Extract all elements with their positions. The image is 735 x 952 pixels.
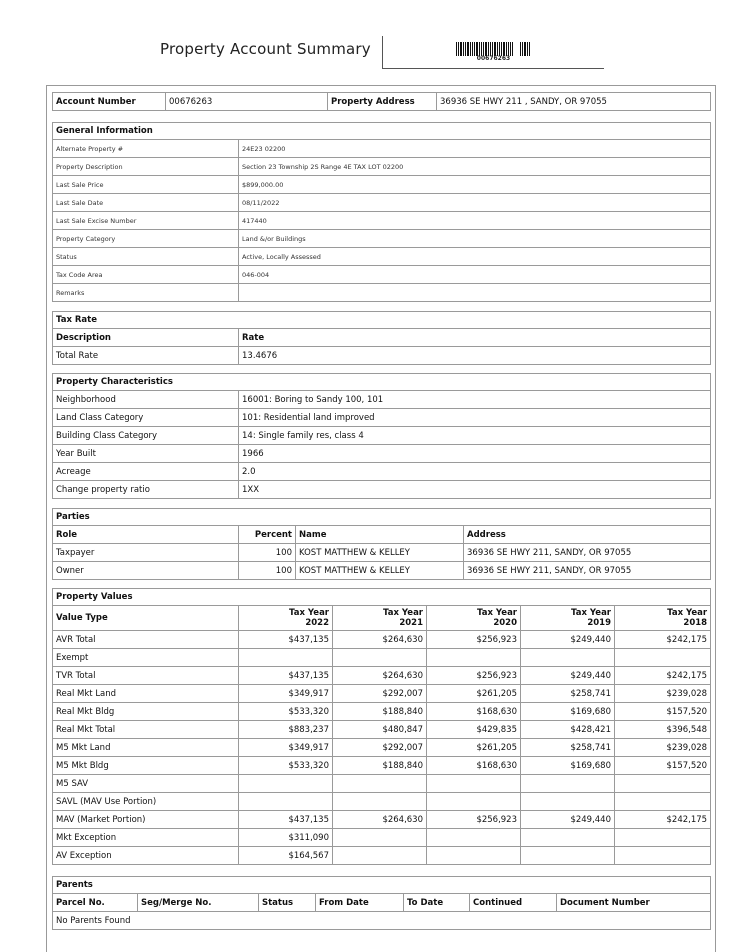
parents-column-header: From Date: [316, 894, 404, 912]
tax-year-header: [427, 606, 521, 631]
property-value-cell: [521, 829, 615, 847]
property-value-cell: $164,567: [239, 847, 333, 865]
header-divider-horizontal: [382, 68, 604, 69]
party-row: [53, 544, 711, 562]
party-role: Owner: [53, 562, 239, 580]
property-value-cell: [427, 829, 521, 847]
property-value-row: [53, 649, 711, 667]
tax-year-value: 2018: [683, 618, 708, 628]
property-value-type: Exempt: [53, 649, 239, 667]
property-value-cell: [521, 847, 615, 865]
property-values-title: Property Values: [53, 589, 711, 606]
general-information-title: General Information: [53, 123, 711, 140]
parents-table: [52, 876, 711, 930]
parents-column-header: Parcel No.: [53, 894, 138, 912]
property-value-cell: $533,320: [239, 703, 333, 721]
property-value-cell: $437,135: [239, 811, 333, 829]
tax-rate-description-header: Description: [53, 329, 239, 347]
property-value-cell: [239, 775, 333, 793]
party-row: [53, 562, 711, 580]
characteristic-label: Neighborhood: [53, 391, 239, 409]
property-value-row: [53, 847, 711, 865]
general-info-value: 046-004: [239, 266, 711, 284]
property-value-cell: [333, 829, 427, 847]
tax-year-label: Tax Year: [667, 608, 708, 618]
party-percent: 100: [239, 544, 296, 562]
property-value-cell: $261,205: [427, 685, 521, 703]
parents-column-header: Document Number: [557, 894, 711, 912]
party-percent: 100: [239, 562, 296, 580]
tax-rate-table: [52, 311, 711, 365]
property-value-cell: $242,175: [615, 811, 711, 829]
party-name: KOST MATTHEW & KELLEY: [296, 562, 464, 580]
property-value-cell: $429,835: [427, 721, 521, 739]
header-divider-vertical: [382, 36, 383, 68]
property-value-cell: $249,440: [521, 811, 615, 829]
parents-column-header: Seg/Merge No.: [138, 894, 259, 912]
property-value-cell: [333, 649, 427, 667]
property-value-cell: [615, 775, 711, 793]
parents-empty-text: No Parents Found: [53, 912, 711, 930]
general-information-table: [52, 122, 711, 302]
tax-year-header: [521, 606, 615, 631]
tax-year-label: Tax Year: [477, 608, 517, 618]
property-value-cell: $157,520: [615, 757, 711, 775]
property-value-type: AV Exception: [53, 847, 239, 865]
general-info-value: 24E23 02200: [239, 140, 711, 158]
account-number-value: 00676263: [166, 93, 328, 111]
property-value-cell: $249,440: [521, 667, 615, 685]
property-value-cell: $168,630: [427, 703, 521, 721]
general-info-label: Property Description: [53, 158, 239, 176]
property-address-value: 36936 SE HWY 211 , SANDY, OR 97055: [437, 93, 711, 111]
property-value-row: [53, 721, 711, 739]
property-value-cell: $256,923: [427, 631, 521, 649]
property-value-cell: [615, 649, 711, 667]
general-info-row: [53, 284, 711, 302]
property-value-cell: $256,923: [427, 667, 521, 685]
characteristic-label: Acreage: [53, 463, 239, 481]
general-info-label: Last Sale Excise Number: [53, 212, 239, 230]
property-value-cell: $349,917: [239, 685, 333, 703]
property-value-type: Real Mkt Land: [53, 685, 239, 703]
characteristic-row: [53, 409, 711, 427]
tax-year-value: 2022: [305, 618, 329, 628]
property-value-cell: $239,028: [615, 739, 711, 757]
property-value-cell: [427, 847, 521, 865]
property-value-row: [53, 793, 711, 811]
general-info-label: Remarks: [53, 284, 239, 302]
account-number-label: Account Number: [53, 93, 166, 111]
property-value-type: MAV (Market Portion): [53, 811, 239, 829]
general-info-row: [53, 140, 711, 158]
property-characteristics-title: Property Characteristics: [53, 374, 711, 391]
tax-year-label: Tax Year: [571, 608, 611, 618]
property-value-cell: [427, 793, 521, 811]
tax-rate-row: [53, 347, 711, 365]
general-info-value: $899,000.00: [239, 176, 711, 194]
property-value-cell: [333, 793, 427, 811]
barcode-image: [456, 42, 536, 56]
general-info-value: 417440: [239, 212, 711, 230]
general-info-label: Last Sale Date: [53, 194, 239, 212]
property-value-cell: [333, 775, 427, 793]
property-value-cell: $533,320: [239, 757, 333, 775]
property-value-cell: [521, 793, 615, 811]
property-value-type: AVR Total: [53, 631, 239, 649]
property-value-cell: $256,923: [427, 811, 521, 829]
property-value-cell: $292,007: [333, 685, 427, 703]
property-value-cell: $169,680: [521, 703, 615, 721]
parties-table: [52, 508, 711, 580]
property-value-cell: $242,175: [615, 667, 711, 685]
characteristic-label: Building Class Category: [53, 427, 239, 445]
characteristic-row: [53, 445, 711, 463]
property-value-type: M5 SAV: [53, 775, 239, 793]
party-name: KOST MATTHEW & KELLEY: [296, 544, 464, 562]
property-value-cell: [615, 793, 711, 811]
tax-year-value: 2019: [587, 618, 611, 628]
characteristic-value: 1966: [239, 445, 711, 463]
property-value-row: [53, 811, 711, 829]
general-info-row: [53, 176, 711, 194]
property-value-cell: $428,421: [521, 721, 615, 739]
characteristic-row: [53, 391, 711, 409]
general-info-row: [53, 212, 711, 230]
parents-column-header: Status: [259, 894, 316, 912]
parties-role-header: Role: [53, 526, 239, 544]
property-value-type: Real Mkt Total: [53, 721, 239, 739]
property-value-cell: $188,840: [333, 757, 427, 775]
property-value-row: [53, 757, 711, 775]
property-value-row: [53, 667, 711, 685]
property-value-cell: $258,741: [521, 685, 615, 703]
general-info-label: Property Category: [53, 230, 239, 248]
parents-column-header: Continued: [470, 894, 557, 912]
party-address: 36936 SE HWY 211, SANDY, OR 97055: [464, 562, 711, 580]
property-value-type: SAVL (MAV Use Portion): [53, 793, 239, 811]
property-value-cell: $188,840: [333, 703, 427, 721]
property-value-cell: $396,548: [615, 721, 711, 739]
value-type-header: Value Type: [53, 606, 239, 631]
property-value-row: [53, 829, 711, 847]
characteristic-label: Change property ratio: [53, 481, 239, 499]
general-info-row: [53, 266, 711, 284]
parties-name-header: Name: [296, 526, 464, 544]
general-info-row: [53, 158, 711, 176]
property-value-cell: $157,520: [615, 703, 711, 721]
characteristic-row: [53, 481, 711, 499]
property-characteristics-table: [52, 373, 711, 499]
property-value-row: [53, 685, 711, 703]
characteristic-value: 14: Single family res, class 4: [239, 427, 711, 445]
page-title: Property Account Summary: [160, 40, 371, 58]
general-info-row: [53, 230, 711, 248]
general-info-row: [53, 194, 711, 212]
property-value-type: M5 Mkt Bldg: [53, 757, 239, 775]
property-value-cell: [615, 829, 711, 847]
property-value-row: [53, 775, 711, 793]
property-value-cell: $169,680: [521, 757, 615, 775]
tax-rate-rate-header: Rate: [239, 329, 711, 347]
property-value-type: TVR Total: [53, 667, 239, 685]
property-value-cell: [427, 649, 521, 667]
property-values-table: [52, 588, 711, 865]
barcode-number: 00676263: [476, 55, 511, 62]
general-info-value: Active, Locally Assessed: [239, 248, 711, 266]
general-info-label: Alternate Property #: [53, 140, 239, 158]
tax-year-label: Tax Year: [289, 608, 329, 618]
tax-year-header: [615, 606, 711, 631]
tax-year-value: 2021: [399, 618, 423, 628]
parties-address-header: Address: [464, 526, 711, 544]
property-value-row: [53, 703, 711, 721]
general-info-value: Section 23 Township 2S Range 4E TAX LOT 02200: [239, 158, 711, 176]
characteristic-value: 1XX: [239, 481, 711, 499]
general-info-value: 08/11/2022: [239, 194, 711, 212]
parents-column-header: To Date: [404, 894, 470, 912]
party-address: 36936 SE HWY 211, SANDY, OR 97055: [464, 544, 711, 562]
property-value-cell: [239, 793, 333, 811]
general-info-row: [53, 248, 711, 266]
property-value-cell: $242,175: [615, 631, 711, 649]
property-value-cell: $261,205: [427, 739, 521, 757]
property-address-label: Property Address: [328, 93, 437, 111]
characteristic-value: 2.0: [239, 463, 711, 481]
property-value-type: M5 Mkt Land: [53, 739, 239, 757]
property-value-cell: $311,090: [239, 829, 333, 847]
property-value-cell: $292,007: [333, 739, 427, 757]
property-value-cell: $168,630: [427, 757, 521, 775]
property-value-cell: [521, 775, 615, 793]
tax-year-header: [239, 606, 333, 631]
parties-percent-header: Percent: [239, 526, 296, 544]
general-info-label: Last Sale Price: [53, 176, 239, 194]
parties-title: Parties: [53, 509, 711, 526]
property-value-type: Real Mkt Bldg: [53, 703, 239, 721]
characteristic-value: 16001: Boring to Sandy 100, 101: [239, 391, 711, 409]
property-value-row: [53, 631, 711, 649]
parents-title: Parents: [53, 877, 711, 894]
account-table: [52, 92, 711, 111]
characteristic-value: 101: Residential land improved: [239, 409, 711, 427]
property-value-cell: $258,741: [521, 739, 615, 757]
general-info-value: Land &/or Buildings: [239, 230, 711, 248]
general-info-label: Tax Code Area: [53, 266, 239, 284]
property-value-cell: $437,135: [239, 631, 333, 649]
property-value-cell: $264,630: [333, 631, 427, 649]
property-value-cell: [239, 649, 333, 667]
property-value-cell: [427, 775, 521, 793]
characteristic-label: Land Class Category: [53, 409, 239, 427]
tax-rate-value: 13.4676: [239, 347, 711, 365]
property-value-type: Mkt Exception: [53, 829, 239, 847]
general-info-label: Status: [53, 248, 239, 266]
tax-year-label: Tax Year: [383, 608, 423, 618]
property-value-cell: $249,440: [521, 631, 615, 649]
property-value-cell: $883,237: [239, 721, 333, 739]
tax-year-header: [333, 606, 427, 631]
characteristic-label: Year Built: [53, 445, 239, 463]
characteristic-row: [53, 463, 711, 481]
characteristic-row: [53, 427, 711, 445]
property-value-cell: $264,630: [333, 667, 427, 685]
tax-year-value: 2020: [493, 618, 517, 628]
tax-rate-label: Total Rate: [53, 347, 239, 365]
property-value-row: [53, 739, 711, 757]
property-value-cell: $480,847: [333, 721, 427, 739]
property-value-cell: [615, 847, 711, 865]
property-value-cell: $239,028: [615, 685, 711, 703]
property-value-cell: $349,917: [239, 739, 333, 757]
general-info-value: [239, 284, 711, 302]
tax-rate-title: Tax Rate: [53, 312, 711, 329]
property-value-cell: $437,135: [239, 667, 333, 685]
property-value-cell: [521, 649, 615, 667]
property-value-cell: [333, 847, 427, 865]
property-value-cell: $264,630: [333, 811, 427, 829]
party-role: Taxpayer: [53, 544, 239, 562]
